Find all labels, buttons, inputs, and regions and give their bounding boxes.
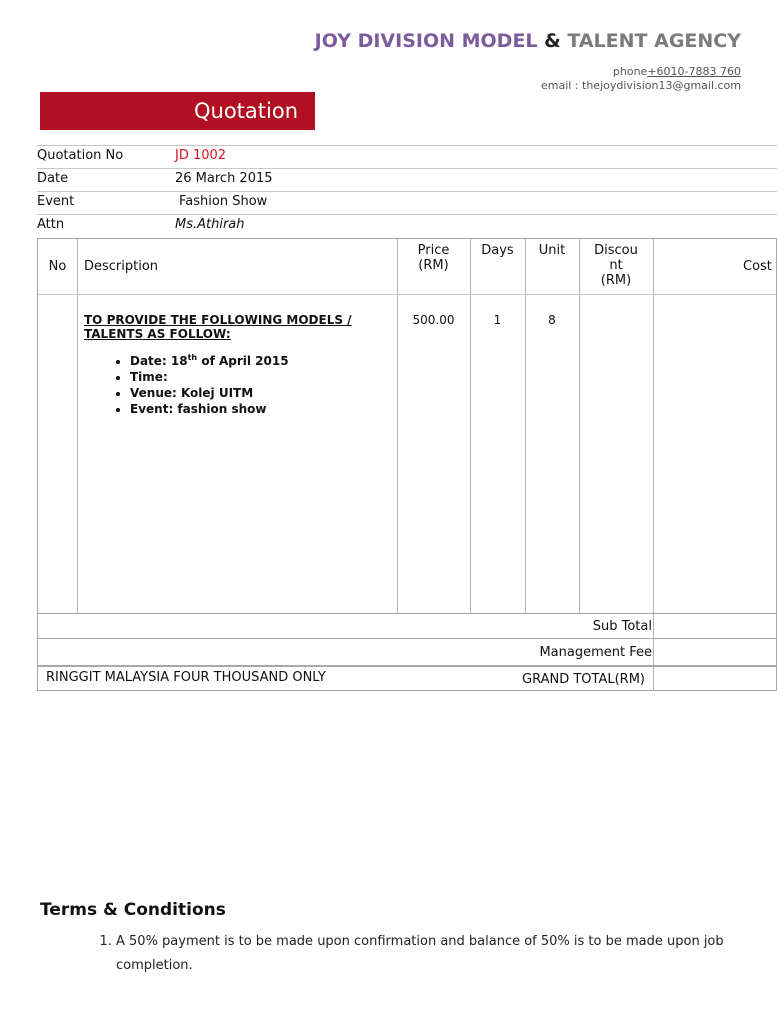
- phone-line: [541, 65, 741, 79]
- column-divider: [653, 239, 654, 691]
- info-divider: [37, 214, 777, 215]
- item-details-list: [108, 353, 289, 417]
- column-divider: [525, 239, 526, 613]
- info-row-event: [37, 194, 777, 214]
- contact-block: [541, 65, 741, 93]
- info-label: Quotation No: [37, 148, 124, 163]
- header-discount-line1: Discou: [594, 243, 638, 258]
- quotation-banner: [40, 92, 315, 130]
- item-detail-venue: • Venue: Kolej UITM: [130, 385, 289, 401]
- info-label: Attn: [37, 217, 65, 232]
- header-unit: Unit: [538, 243, 566, 258]
- terms-title: Terms & Conditions: [40, 900, 226, 920]
- info-value: 26 March 2015: [175, 171, 273, 186]
- info-divider: [37, 168, 777, 169]
- header-price-line2: (RM): [418, 258, 449, 273]
- item-days: 1: [493, 313, 502, 327]
- item-detail-time: • Time:: [130, 369, 289, 385]
- header-price-line1: Price: [417, 243, 450, 258]
- quotation-number: JD 1002: [175, 148, 227, 163]
- agency-name-ampersand: &: [544, 30, 561, 52]
- item-detail-event: • Event: fashion show: [130, 401, 289, 417]
- info-row-date: [37, 171, 777, 191]
- item-description-heading: TO PROVIDE THE FOLLOWING MODELS / TALENTS AS FOLLOW:: [84, 313, 352, 341]
- info-value: Fashion Show: [179, 194, 268, 209]
- phone-link[interactable]: +6010-7883 760: [647, 65, 741, 78]
- body-bottom-divider: [38, 613, 776, 614]
- header-no: No: [48, 259, 67, 274]
- summary-divider: [38, 665, 776, 667]
- column-divider: [77, 239, 78, 613]
- agency-name-part1: JOY DIVISION MODEL: [314, 30, 538, 52]
- items-table: [37, 238, 777, 691]
- item-detail-date-suffix: of April 2015: [197, 354, 289, 368]
- info-value: Ms.Athirah: [175, 217, 245, 232]
- header-cost: Cost: [743, 259, 772, 274]
- header-discount: [579, 243, 653, 288]
- info-divider: [37, 191, 777, 192]
- management-fee-label: Management Fee: [539, 645, 652, 660]
- column-divider: [579, 239, 580, 613]
- info-label: Event: [37, 194, 75, 209]
- header-discount-line2: nt: [609, 258, 623, 273]
- header-days: Days: [481, 243, 514, 258]
- terms-item: 1. A 50% payment is to be made upon confirmation and balance of 50% is to be made upon job completion.: [116, 930, 736, 978]
- info-row-quotation-no: [37, 148, 777, 168]
- banner-title: Quotation: [194, 99, 299, 123]
- sub-total-label: Sub Total: [592, 619, 652, 634]
- phone-label: phone: [612, 65, 648, 78]
- terms-list: [93, 930, 736, 978]
- info-row-attn: [37, 217, 777, 237]
- item-detail-date: [130, 353, 289, 369]
- header-price: [397, 243, 470, 273]
- item-unit: 8: [548, 313, 556, 327]
- summary-divider: [38, 638, 776, 639]
- agency-name: [315, 30, 741, 52]
- item-detail-date-sup: th: [187, 353, 198, 362]
- item-price: 500.00: [412, 313, 455, 327]
- header-discount-line3: (RM): [600, 273, 632, 288]
- header-description: Description: [84, 259, 159, 274]
- column-divider: [470, 239, 471, 613]
- amount-in-words: RINGGIT MALAYSIA FOUR THOUSAND ONLY: [46, 670, 326, 685]
- email-line: email : thejoydivision13@gmail.com: [540, 79, 741, 92]
- info-divider: [37, 145, 777, 146]
- column-divider: [397, 239, 398, 613]
- grand-total-label: GRAND TOTAL(RM): [522, 672, 645, 687]
- agency-name-part2: TALENT AGENCY: [567, 30, 741, 52]
- header-divider: [38, 294, 776, 295]
- info-label: Date: [37, 171, 69, 186]
- item-detail-date-prefix: Date: 18: [130, 354, 188, 368]
